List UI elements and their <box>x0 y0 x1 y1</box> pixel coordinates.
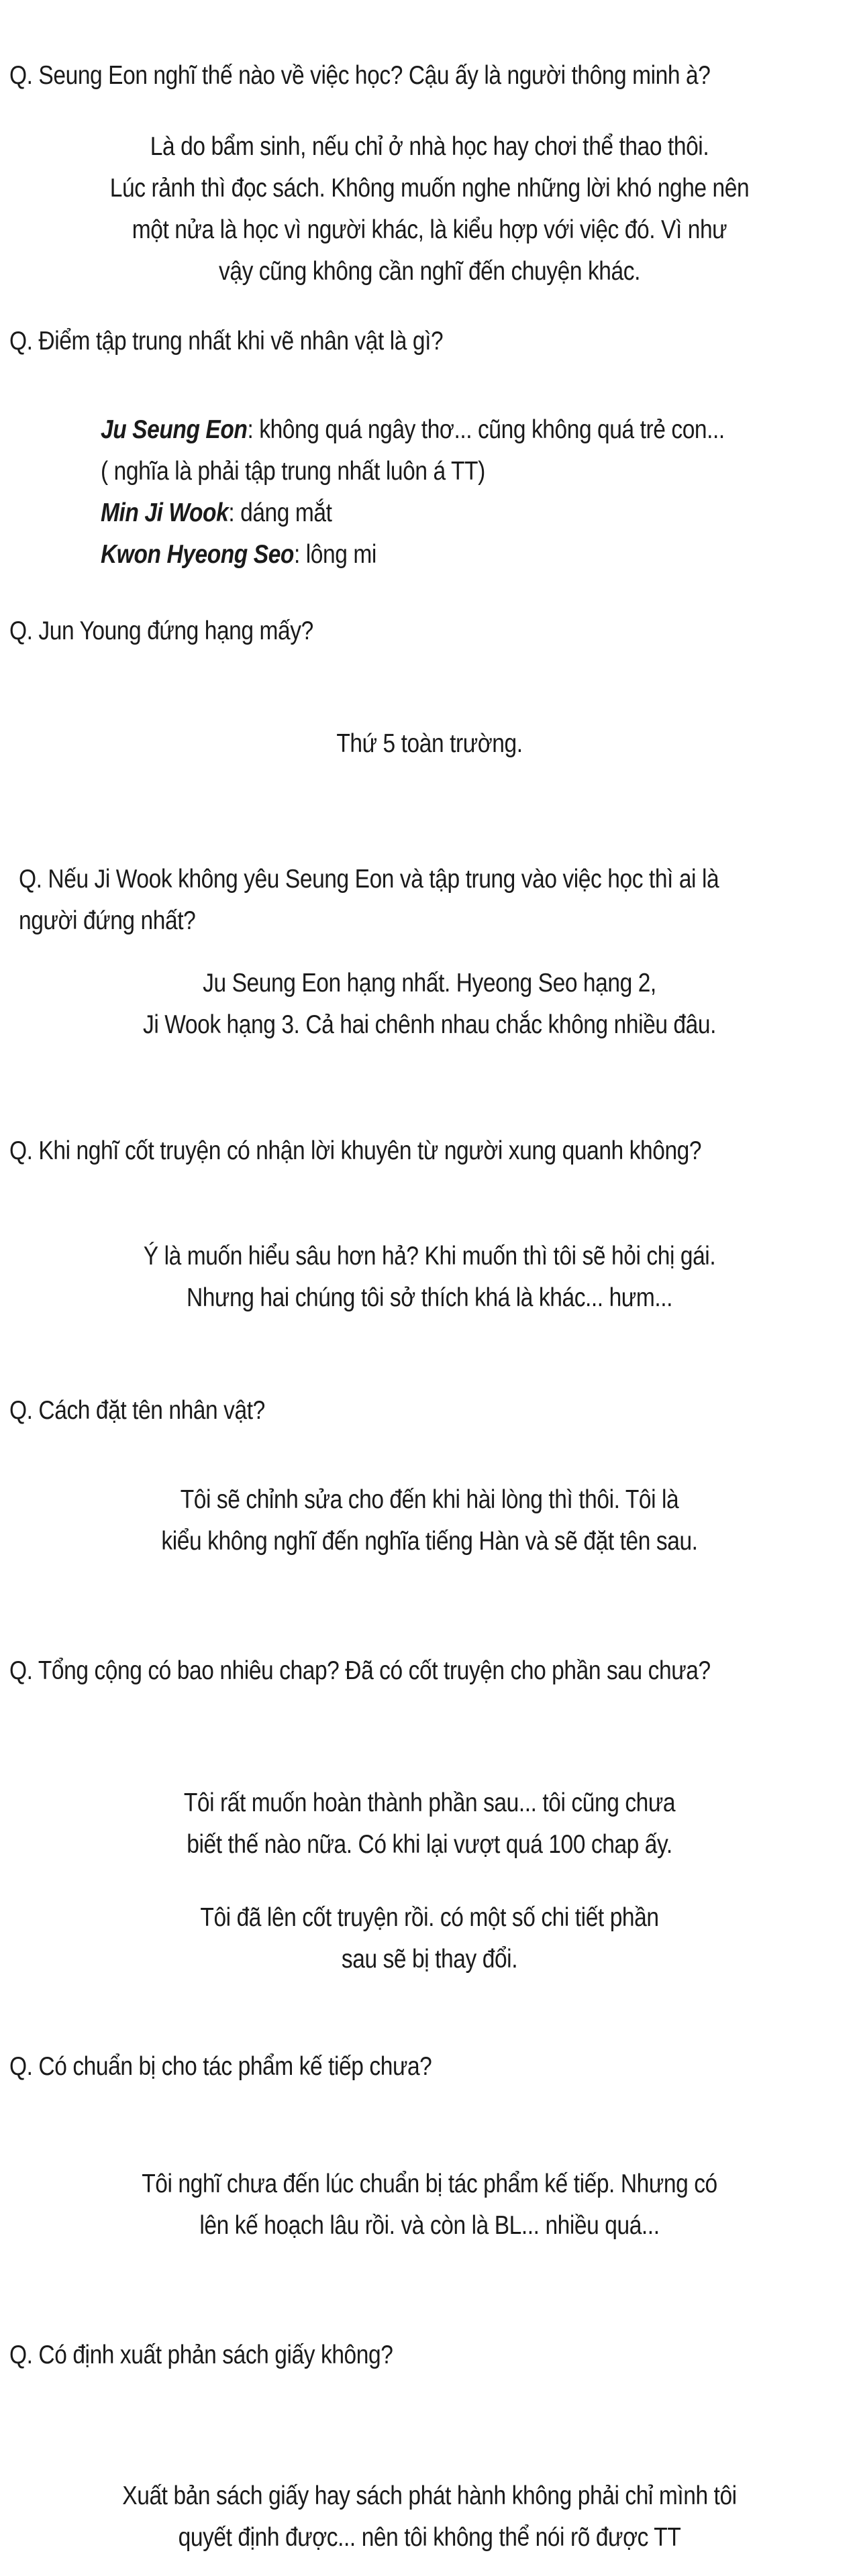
answer-7b <box>40 1897 819 1980</box>
answer-9-line-2: quyết định được... nên tôi không thể nói rõ được TT <box>178 2523 681 2552</box>
character-name: Kwon Hyeong Seo <box>101 540 294 569</box>
answer-8-line-1: Tôi nghĩ chưa đến lúc chuẩn bị tác phẩm kế tiếp. Nhưng có <box>142 2169 717 2198</box>
question-5: Q. Khi nghĩ cốt truyện có nhận lời khuyên từ người xung quanh không? <box>9 1136 702 1165</box>
answer-6-line-1: Tôi sẽ chỉnh sửa cho đến khi hài lòng thì thôi. Tôi là <box>180 1485 679 1514</box>
answer-7-line-2: biết thế nào nữa. Có khi lại vượt quá 100 chap ấy. <box>187 1830 672 1859</box>
character-name: Ju Seung Eon <box>101 415 248 444</box>
answer-5 <box>40 1236 819 1319</box>
question-2: Q. Điểm tập trung nhất khi vẽ nhân vật là gì? <box>9 327 444 356</box>
question-6: Q. Cách đặt tên nhân vật? <box>9 1396 265 1425</box>
question-7: Q. Tổng cộng có bao nhiêu chap? Đã có cốt truyện cho phần sau chưa? <box>9 1656 711 1685</box>
answer-4-line-1: Ju Seung Eon hạng nhất. Hyeong Seo hạng 2, <box>203 969 656 998</box>
question-4-line-2: người đứng nhất? <box>19 906 196 935</box>
question-4-line-1: Q. Nếu Ji Wook không yêu Seung Eon và tập trung vào việc học thì ai là <box>19 865 719 894</box>
answer-3-line-1: Thứ 5 toàn trường. <box>336 729 523 758</box>
answer-9 <box>40 2475 819 2559</box>
list-item <box>101 534 725 576</box>
character-note: : lông mi <box>293 540 376 569</box>
answer-1-line-4: vậy cũng không cần nghĩ đến chuyện khác. <box>219 257 640 286</box>
question-9: Q. Có định xuất phản sách giấy không? <box>9 2341 393 2369</box>
character-note: ( nghĩa là phải tập trung nhất luôn á TT) <box>101 457 485 486</box>
answer-3 <box>40 723 819 765</box>
character-note: : không quá ngây thơ... cũng không quá trẻ con... <box>247 415 725 444</box>
answer-5-line-1: Ý là muốn hiểu sâu hơn hả? Khi muốn thì tôi sẽ hỏi chị gái. <box>143 1242 716 1271</box>
question-8: Q. Có chuẩn bị cho tác phẩm kế tiếp chưa? <box>9 2052 432 2081</box>
list-item <box>101 451 725 492</box>
answer-4-line-2: Ji Wook hạng 3. Cả hai chênh nhau chắc không nhiều đâu. <box>142 1010 716 1039</box>
answer-6-line-2: kiểu không nghĩ đến nghĩa tiếng Hàn và sẽ đặt tên sau. <box>161 1527 698 1556</box>
answer-7b-line-1: Tôi đã lên cốt truyện rồi. có một số chi tiết phần <box>200 1903 659 1932</box>
question-3: Q. Jun Young đứng hạng mấy? <box>9 616 313 645</box>
answer-8 <box>40 2163 819 2247</box>
answer-7 <box>40 1782 819 1866</box>
answer-1 <box>40 126 819 292</box>
character-note: : dáng mắt <box>228 498 332 527</box>
answer-5-line-2: Nhưng hai chúng tôi sở thích khá là khác... hưm... <box>186 1283 673 1312</box>
question-1: Q. Seung Eon nghĩ thế nào về việc học? Cậu ấy là người thông minh à? <box>9 61 711 90</box>
answer-4 <box>40 963 819 1046</box>
answer-8-line-2: lên kế hoạch lâu rồi. và còn là BL... nhiều quá... <box>199 2211 660 2240</box>
answer-1-line-1: Là do bẩm sinh, nếu chỉ ở nhà học hay chơi thể thao thôi. <box>150 132 709 161</box>
answer-1-line-2: Lúc rảnh thì đọc sách. Không muốn nghe những lời khó nghe nên <box>109 174 750 203</box>
character-name: Min Ji Wook <box>101 498 229 527</box>
list-item <box>101 492 725 534</box>
answer-9-line-1: Xuất bản sách giấy hay sách phát hành không phải chỉ mình tôi <box>122 2481 737 2510</box>
question-4 <box>19 859 719 942</box>
list-item <box>101 409 725 451</box>
answer-7b-line-2: sau sẽ bị thay đổi. <box>341 1945 518 1974</box>
character-focus-list <box>101 409 826 576</box>
answer-1-line-3: một nửa là học vì người khác, là kiểu hợp với việc đó. Vì như <box>132 215 727 244</box>
answer-6 <box>40 1479 819 1562</box>
answer-7-line-1: Tôi rất muốn hoàn thành phần sau... tôi cũng chưa <box>183 1788 676 1817</box>
